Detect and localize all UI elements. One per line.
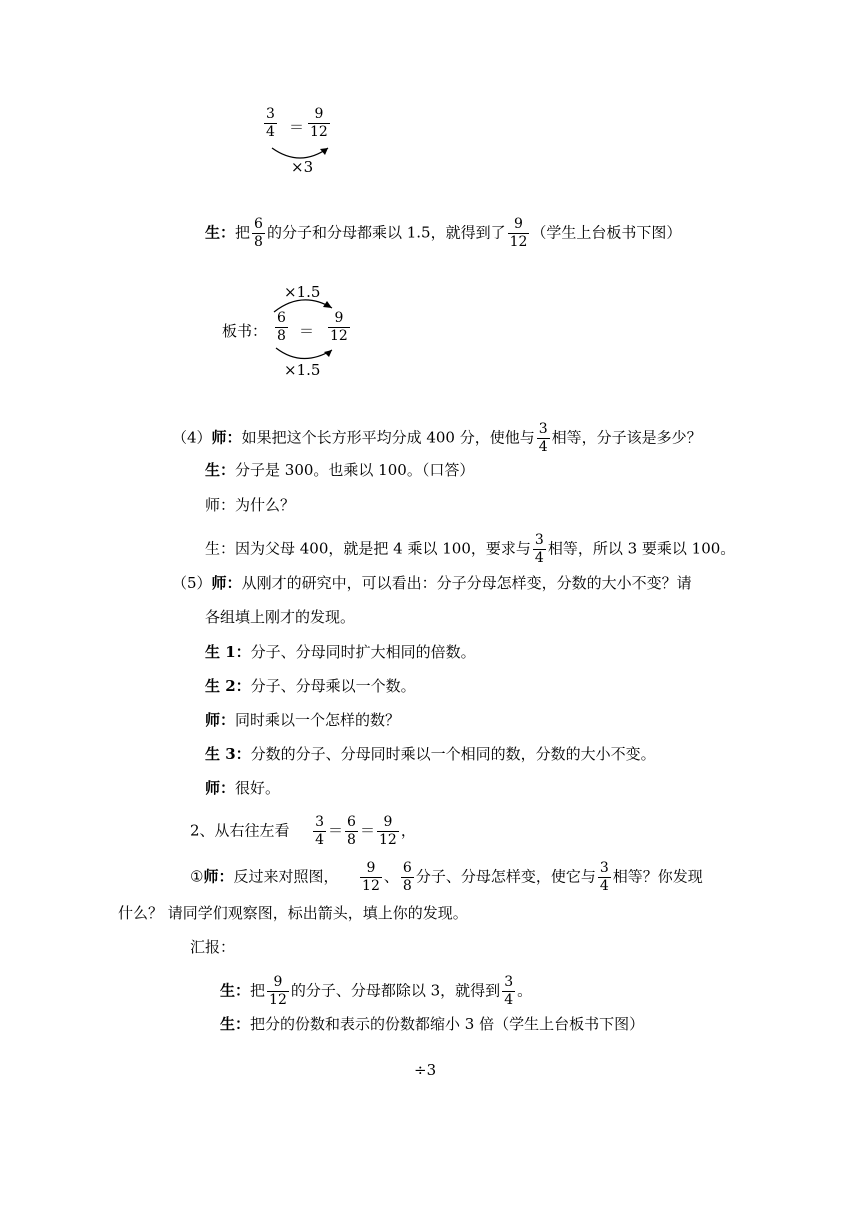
paragraph-teacher-question-4: （4）师：如果把这个长方形平均分成 400 分，使他与 $\frac{3}{4}$ 相等，分子该是多少？ <box>172 421 702 455</box>
fraction-3-4: $\frac{3}{4}$ <box>534 532 544 566</box>
fraction-9-12: $\frac{9}{12}$ <box>378 814 397 848</box>
fraction-3-4: $\frac{3}{4}$ <box>504 974 514 1008</box>
paragraph-student-1: 生 1：分子、分母同时扩大相同的倍数。 <box>205 643 476 661</box>
fraction-3-4: $\frac{3}{4}$ <box>538 421 548 455</box>
paragraph-report: 汇报： <box>190 938 236 956</box>
fraction-6-8: $\frac{6}{8}$ <box>277 310 286 344</box>
fraction-9-12: $\frac{9}{12}$ <box>269 974 287 1008</box>
multiplier-label-bottom: ×1.5 <box>284 361 321 379</box>
section-heading-2: 2、从右往左看 $\frac{3}{4}$ ＝ $\frac{6}{8}$ ＝ $\frac{9}{12}$ ， <box>190 814 416 848</box>
fraction-3-4: $\frac{3}{4}$ <box>266 106 275 140</box>
fraction-3-4: $\frac{3}{4}$ <box>315 814 325 848</box>
paragraph-student-3: 生 3：分数的分子、分母同时乘以一个相同的数，分数的大小不变。 <box>205 745 656 763</box>
paragraph-teacher-question-5-cont: 各组填上刚才的发现。 <box>205 608 356 626</box>
paragraph-student-answer-2: 生：分子是 300。也乘以 100。（口答） <box>205 461 475 479</box>
paragraph-student-answer-1: 生：把 $\frac{6}{8}$ 的分子和分母都乘以 1.5，就得到了 $\frac{9}{12}$ （学生上台板书下图） <box>205 216 682 250</box>
division-label: ÷3 <box>414 1061 437 1079</box>
fraction-6-8: $\frac{6}{8}$ <box>402 860 412 894</box>
paragraph-teacher-circle-1: ①师：反过来对照图， $\frac{9}{12}$ 、 $\frac{6}{8}$ 分子、分母怎样变，使它与 $\frac{3}{4}$ 相等？你发现 <box>190 860 703 894</box>
paragraph-teacher-followup: 师：同时乘以一个怎样的数？ <box>205 711 401 729</box>
equals-sign: ＝ <box>299 322 315 340</box>
paragraph-student-answer-5: 生：把分的份数和表示的份数都缩小 3 倍（学生上台板书下图） <box>220 1015 645 1033</box>
paragraph-student-2: 生 2：分子、分母乘以一个数。 <box>205 677 416 695</box>
equals-sign: ＝ <box>289 118 305 136</box>
paragraph-student-answer-3: 生：因为父母 400，就是把 4 乘以 100，要求与 $\frac{3}{4}$ 相等，所以 3 要乘以 100。 <box>205 532 736 566</box>
fraction-9-12: $\frac{9}{12}$ <box>362 860 380 894</box>
paragraph-teacher-question-5: （5）师：从刚才的研究中，可以看出：分子分母怎样变，分数的大小不变？请 <box>172 574 692 592</box>
multiplier-label-top: ×1.5 <box>284 283 321 301</box>
paragraph-student-answer-4: 生：把 $\frac{9}{12}$ 的分子、分母都除以 3，就得到 $\frac{3}{4}$ 。 <box>220 974 533 1008</box>
paragraph-teacher-circle-1-cont: 什么？ 请同学们观察图，标出箭头，填上你的发现。 <box>118 904 468 922</box>
paragraph-teacher-praise: 师：很好。 <box>205 779 281 797</box>
paragraph-teacher-why: 师：为什么？ <box>205 496 296 514</box>
fraction-9-12: $\frac{9}{12}$ <box>330 310 348 344</box>
fraction-9-12: $\frac{9}{12}$ <box>310 106 328 140</box>
board-label: 板书： <box>222 322 268 340</box>
multiplier-label: ×3 <box>291 158 314 176</box>
fraction-6-8: $\frac{6}{8}$ <box>254 216 263 250</box>
fraction-3-4: $\frac{3}{4}$ <box>599 860 609 894</box>
fraction-6-8: $\frac{6}{8}$ <box>347 814 356 848</box>
fraction-9-12: $\frac{9}{12}$ <box>509 216 528 250</box>
